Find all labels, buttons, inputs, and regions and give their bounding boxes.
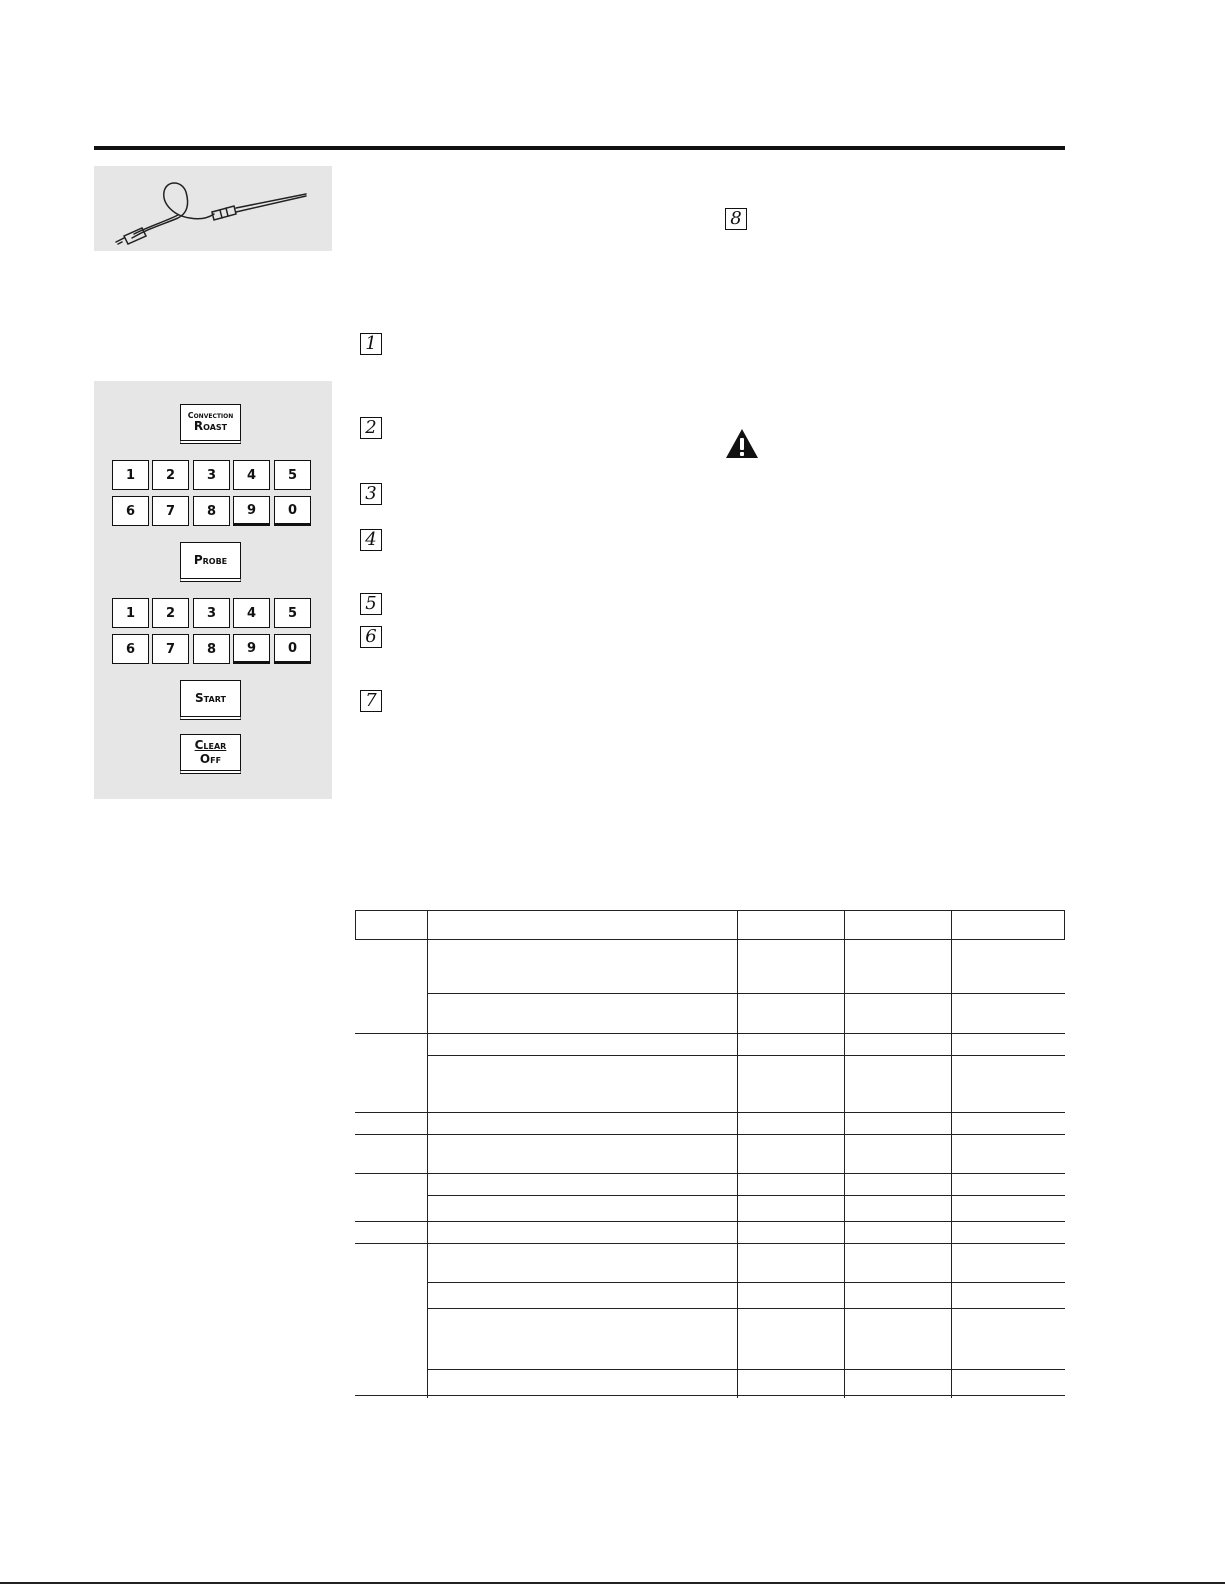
table-row-divider (427, 1308, 1065, 1309)
digit-9-button[interactable]: 9 (233, 496, 270, 526)
digit-5-button[interactable]: 5 (274, 460, 311, 490)
probe-button[interactable] (180, 542, 241, 582)
start-button[interactable] (180, 680, 241, 720)
digit-3-button[interactable]: 3 (193, 460, 230, 490)
digit-0-button[interactable]: 0 (274, 496, 311, 526)
digit-9-button[interactable]: 9 (233, 634, 270, 664)
convection-roast-button[interactable] (180, 404, 241, 444)
digit-1-button[interactable]: 1 (112, 598, 149, 628)
digit-8-button[interactable]: 8 (193, 634, 230, 664)
table-row-divider (355, 1134, 1065, 1135)
digit-3-button[interactable]: 3 (193, 598, 230, 628)
table-column-divider (737, 910, 738, 1398)
temperature-probe-icon (94, 166, 332, 251)
table-column-divider (427, 910, 428, 1398)
digit-2-button[interactable]: 2 (152, 460, 189, 490)
step-7-marker: 7 (360, 690, 382, 712)
table-left-border (355, 910, 356, 939)
digit-4-button[interactable]: 4 (233, 460, 270, 490)
step-4-marker: 4 (360, 529, 382, 551)
table-row-divider (427, 1282, 1065, 1283)
digit-7-button[interactable]: 7 (152, 496, 189, 526)
table-row-divider (355, 1173, 1065, 1174)
table-row-divider (355, 1243, 1065, 1244)
step-1-marker: 1 (360, 333, 382, 355)
digit-6-button[interactable]: 6 (112, 496, 149, 526)
probe-label: Probe (193, 552, 228, 567)
roast-label: Roast (193, 419, 228, 434)
step-2-marker: 2 (360, 417, 382, 439)
convection-label: Convection (187, 410, 234, 420)
start-label: Start (195, 690, 226, 705)
table-row-divider (427, 1195, 1065, 1196)
table-row-divider (427, 993, 1065, 994)
top-rule (94, 146, 1065, 150)
digit-4-button[interactable]: 4 (233, 598, 270, 628)
step-3-marker: 3 (360, 483, 382, 505)
probe-illustration-panel (94, 166, 332, 251)
keypad-panel (94, 381, 332, 799)
clear-off-button[interactable] (180, 734, 241, 774)
table-column-divider (844, 910, 845, 1398)
digit-6-button[interactable]: 6 (112, 634, 149, 664)
table-row-divider (355, 1112, 1065, 1113)
clear-label: Clear (194, 738, 227, 753)
table-row-divider (427, 1055, 1065, 1056)
table-bottom-border (355, 1395, 1065, 1396)
table-top-border (355, 910, 1065, 911)
digit-0-button[interactable]: 0 (274, 634, 311, 664)
digit-8-button[interactable]: 8 (193, 496, 230, 526)
bottom-rule (0, 1582, 1225, 1584)
digit-1-button[interactable]: 1 (112, 460, 149, 490)
table-right-border (1064, 910, 1065, 939)
digit-7-button[interactable]: 7 (152, 634, 189, 664)
table-row-divider (355, 1221, 1065, 1222)
digit-5-button[interactable]: 5 (274, 598, 311, 628)
table-header-border (355, 939, 1065, 940)
table-row-divider (427, 1369, 1065, 1370)
roasting-table (355, 910, 1065, 1398)
step-5-marker: 5 (360, 593, 382, 615)
step-6-marker: 6 (360, 626, 382, 648)
off-label: Off (199, 751, 222, 766)
step-8-marker: 8 (725, 208, 747, 230)
digit-2-button[interactable]: 2 (152, 598, 189, 628)
table-row-divider (355, 1033, 1065, 1034)
warning-triangle-icon (725, 428, 759, 459)
table-column-divider (951, 910, 952, 1398)
